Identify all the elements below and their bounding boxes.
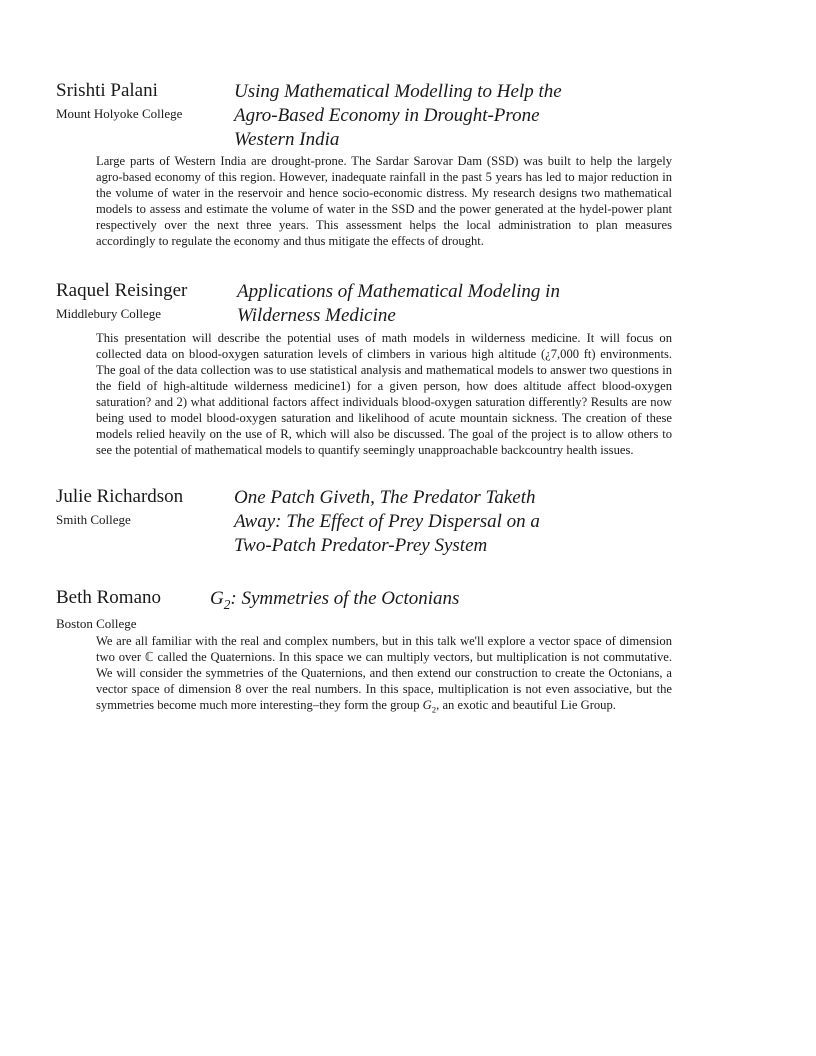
speaker-name: Beth Romano	[56, 587, 162, 608]
speaker-name: Julie Richardson	[56, 486, 184, 507]
speaker-college: Smith College	[56, 512, 131, 527]
group-symbol: G	[422, 698, 432, 712]
talk-title-line: Using Mathematical Modelling to Help the	[234, 81, 562, 102]
speaker-college: Mount Holyoke College	[56, 106, 183, 121]
speaker-college: Boston College	[56, 616, 137, 631]
talk-title-line: Applications of Mathematical Modeling in	[237, 281, 560, 302]
speaker-name: Srishti Palani	[56, 80, 158, 101]
talk-title	[234, 80, 562, 152]
speaker-block	[56, 280, 187, 322]
talk-title	[210, 587, 459, 611]
talk-title	[237, 280, 560, 328]
talk-title-line: Western India	[234, 129, 340, 150]
speaker-block	[56, 587, 161, 632]
speaker-name: Raquel Reisinger	[56, 280, 188, 301]
talk-abstract: Large parts of Western India are drought-prone. The Sardar Sarovar Dam (SSD) was built to help the largely agro-based economy of this region. However, inadequate rainfall in the past 5 years has led to major reduction in the volume of water in the reservoir and hence socio-economic distress. My research designs two mathematical models to assess and estimate the volume of water in the SSD and the power generated at the hydel-power plant respectively over the next three years. This assessment helps the local administration to plan measures accordingly to regulate the economy and thus mitigate the effects of drought.	[96, 154, 672, 248]
talk-title-line: Away: The Effect of Prey Dispersal on a	[234, 511, 540, 532]
talk-title-line: Wilderness Medicine	[237, 305, 396, 326]
talk-title-line: Agro-Based Economy in Drought-Prone	[234, 105, 540, 126]
speaker-block	[56, 486, 183, 528]
group-subscript: 2	[431, 704, 437, 715]
talk-title	[234, 486, 540, 558]
group-subscript: 2	[223, 596, 231, 612]
talk-title-line: One Patch Giveth, The Predator Taketh	[234, 487, 536, 508]
talk-abstract	[96, 633, 672, 713]
talk-abstract: This presentation will describe the potential uses of math models in wilderness medicine. It will focus on collected data on blood-oxygen saturation levels of climbers in various high altitude (¿7,000 ft) environments. The goal of the data collection was to use statistical analysis and mathematical models to answer two questions in the field of high-altitude wilderness medicine1) for a given person, how does altitude affect blood-oxygen saturation? and 2) what additional factors affect individuals blood-oxygen saturation differently? Results are now being used to model blood-oxygen saturation and likelihood of acute mountain sickness. The creation of these models relied heavily on the use of R, which will also be discussed. The goal of the project is to allow others to see the potential of mathematical models to quantify seemingly unapproachable backcountry health issues.	[96, 331, 672, 457]
talk-title-line: Two-Patch Predator-Prey System	[234, 535, 488, 556]
group-symbol: G	[210, 588, 224, 609]
talk-title-text: : Symmetries of the Octonians	[230, 588, 460, 609]
speaker-college: Middlebury College	[56, 306, 162, 321]
abstract-text: We are all familiar with the real and complex numbers, but in this talk we'll explore a vector space of dimension two over ℂ called the Quaternions. In this space we can multiply vectors, but multiplication is not commutative. We will consider the symmetries of the Quaternions, and then extend our construction to create the Octonians, a vector space of dimension 8 over the real numbers. In this space, multiplication is not even associative, but the symmetries become much more interesting–they form the group	[96, 634, 672, 712]
speaker-block	[56, 80, 182, 122]
abstract-text: , an exotic and beautiful Lie Group.	[436, 698, 616, 712]
